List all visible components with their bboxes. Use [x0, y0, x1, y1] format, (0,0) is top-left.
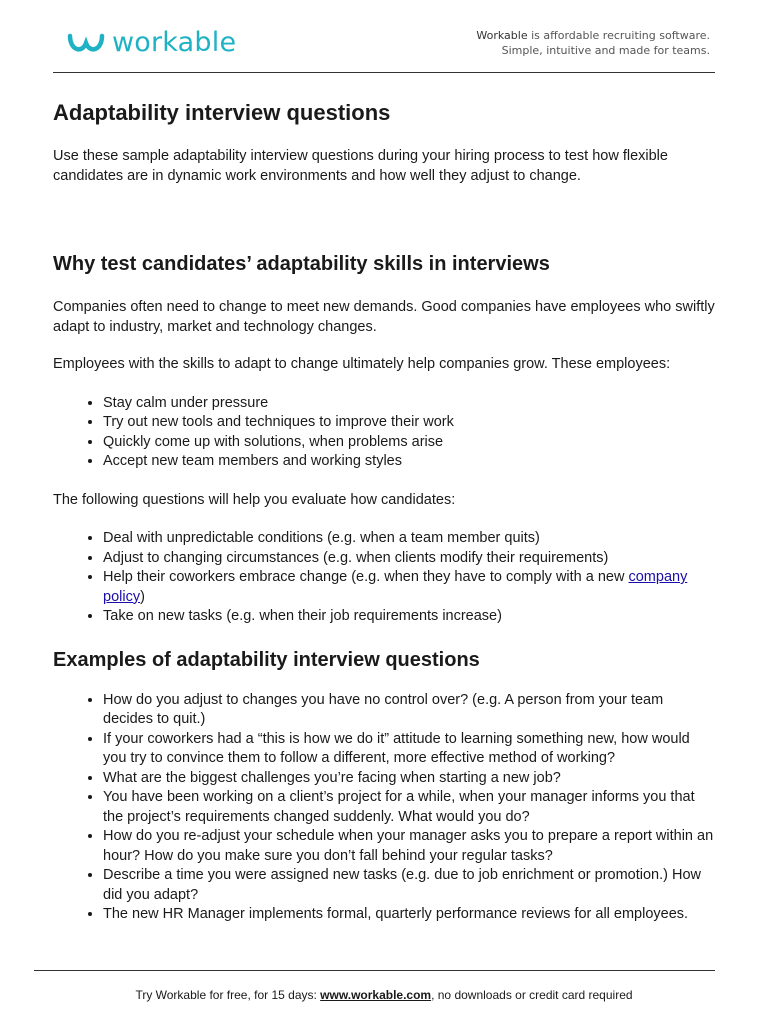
evaluate-list: [53, 529, 715, 627]
workable-logo[interactable]: [66, 28, 236, 58]
footer-text-end: , no downloads or credit card required: [431, 988, 633, 1002]
section-heading-examples: Examples of adaptability interview questions: [53, 648, 480, 671]
footer-text: Try Workable for free, for 15 days:: [135, 988, 321, 1002]
list-item: • If your coworkers had a “this is how we do it” attitude to learning something new, how would you try to convince them to follow a different, more effective method of working?: [103, 730, 715, 769]
workable-website-link[interactable]: www.workable.com: [320, 988, 432, 1002]
questions-list: [53, 691, 715, 925]
tagline-brand: Workable: [476, 29, 528, 42]
list-item: • Adjust to changing circumstances (e.g. when clients modify their requirements): [103, 549, 715, 569]
list-item: • What are the biggest challenges you’re facing when starting a new job?: [103, 769, 715, 789]
list-item: • How do you adjust to changes you have no control over? (e.g. A person from your team decides to quit.): [103, 691, 715, 730]
list-item: • Deal with unpredictable conditions (e.g. when a team member quits): [103, 529, 715, 549]
section-heading-why: Why test candidates’ adaptability skills in interviews: [53, 253, 550, 275]
tagline-line1: is affordable recruiting software.: [527, 29, 710, 42]
list-item: • Try out new tools and techniques to improve their work: [103, 413, 715, 433]
company-policy-link[interactable]: company policy: [103, 569, 688, 605]
list-item: • Quickly come up with solutions, when problems arise: [103, 433, 715, 453]
why-paragraph-3: The following questions will help you evaluate how candidates:: [53, 491, 456, 508]
list-item: [103, 568, 715, 607]
tagline-line2: Simple, intuitive and made for teams.: [501, 44, 710, 57]
workable-logo-icon: [66, 28, 106, 58]
list-item: • Stay calm under pressure: [103, 394, 715, 414]
footer: [0, 988, 768, 1002]
header-divider: [53, 72, 715, 73]
page-title: Adaptability interview questions: [53, 100, 391, 125]
why-paragraph-1: Companies often need to change to meet new demands. Good companies have employees who swiftly adapt to industry, market and technology changes.: [53, 299, 715, 335]
list-item: • You have been working on a client’s project for a while, when your manager informs you that the project’s requirements changed suddenly. What would you do?: [103, 788, 715, 827]
list-item: • Describe a time you were assigned new tasks (e.g. due to job enrichment or promotion.) How did you adapt?: [103, 866, 715, 905]
header-tagline: [476, 28, 710, 58]
intro-paragraph: Use these sample adaptability interview questions during your hiring process to test how flexible candidates are in dynamic work environments and how well they adjust to change.: [53, 148, 668, 184]
footer-divider: [34, 970, 715, 971]
traits-list: [53, 394, 715, 472]
list-item-text-end: ): [140, 588, 145, 605]
document-body: [53, 98, 715, 925]
list-item: • Accept new team members and working styles: [103, 452, 715, 472]
list-item-text: Help their coworkers embrace change (e.g. when they have to comply with a new: [103, 569, 629, 585]
list-item: • How do you re-adjust your schedule when your manager asks you to prepare a report within an hour? How do you make sure you don’t fall behind your regular tasks?: [103, 827, 715, 866]
why-paragraph-2: Employees with the skills to adapt to change ultimately help companies grow. These employees:: [53, 356, 671, 372]
list-item: • Take on new tasks (e.g. when their job requirements increase): [103, 607, 715, 627]
logo-text: workable: [112, 27, 237, 58]
list-item: • The new HR Manager implements formal, quarterly performance reviews for all employees.: [103, 905, 715, 925]
